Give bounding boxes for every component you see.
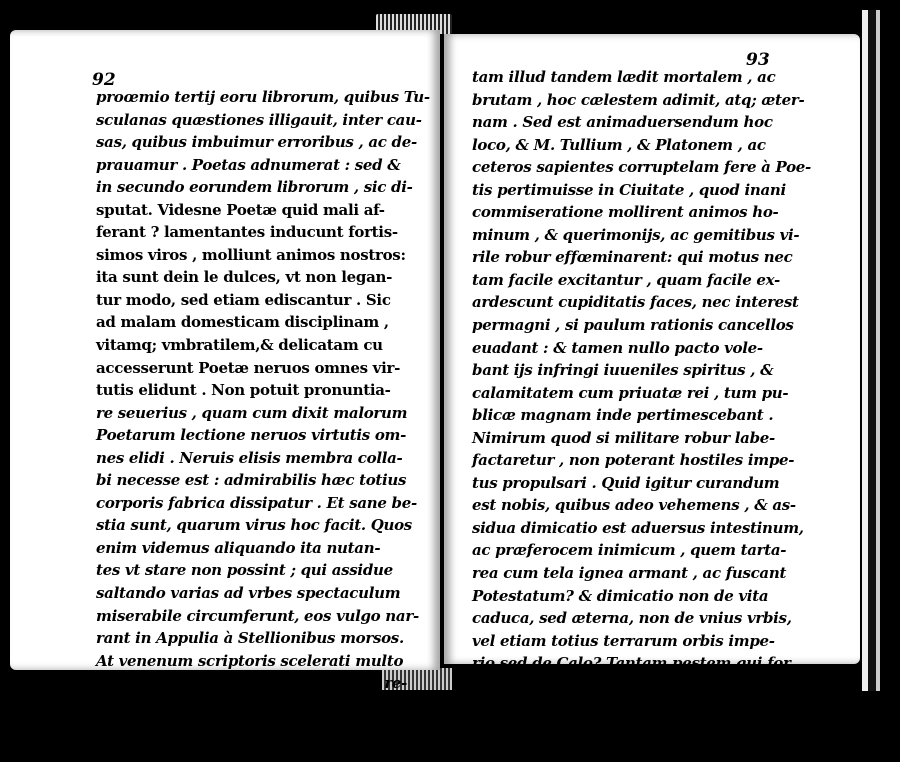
text-line: prauamur . Poetas adnumerat : sed & [96, 155, 401, 174]
text-line: midabant ab eo librorum genere ; quid [472, 676, 788, 695]
text-line: vel etiam totius terrarum orbis impe- [472, 631, 775, 650]
text-line: tam facile excitantur , quam facile ex- [472, 270, 780, 289]
text-line: Potestatum? & dimicatio non de vita [472, 586, 769, 605]
text-line: Nimirum quod si militare robur labe- [472, 428, 775, 447]
text-line: ferant ? lamentantes inducunt fortis- [96, 223, 398, 242]
text-block [96, 86, 430, 762]
text-line: tus propulsari . Quid igitur curandum [472, 473, 780, 492]
text-line: simos viros , molliunt animos nostros: [96, 245, 406, 264]
text-line: est peius . Illud corporis nonnullos re- [96, 674, 408, 693]
text-line: bant ijs infringi iuueniles spiritus , & [472, 361, 774, 380]
text-line: saltando varias ad vrbes spectaculum [96, 584, 401, 603]
text-line: laxat neruos,hoc virtutis omnes elidit [96, 696, 400, 715]
text-line: sas, quibus imbuimur erroribus , ac de- [96, 133, 417, 152]
text-line: vitamq; vmbratilem,& delicatam cu [96, 336, 383, 355]
text-line: At venenum scriptoris scelerati multo [96, 651, 404, 670]
text-line: stia sunt, quarum virus hoc facit. Quos [96, 516, 412, 535]
text-line: permagni , si paulum rationis cancellos [472, 316, 794, 335]
text-line: rea cum tela ignea armant , ac fuscant [472, 564, 787, 583]
left-page [10, 30, 440, 760]
text-line: re seuerius , quam cum dixit malorum [96, 403, 408, 422]
text-line: tur modo, sed etiam ediscantur . Sic [96, 290, 391, 309]
text-block [472, 66, 811, 742]
text-line: ac præferocem inimicum , quem tarta- [472, 541, 787, 560]
text-line: accesserunt Poetæ neruos omnes vir- [96, 358, 400, 377]
text-line: caduca, sed æterna, non de vnius vrbis, [472, 609, 792, 628]
text-line: proœmio tertij eoru librorum, quibus Tu- [96, 88, 430, 106]
text-line: nes elidi . Neruis elisis membra colla- [96, 448, 403, 467]
text-line: rant in Appulia à Stellionibus morsos. [96, 629, 404, 648]
page-number: 92 [92, 70, 116, 90]
text-line: in secundo eorundem librorum , sic di- [96, 178, 413, 197]
text-line: est nobis, quibus adeo vehemens , & as- [472, 496, 796, 515]
text-line: rio sed de Calo? Tantam pestem qui for [472, 654, 791, 673]
text-line: commiseratione mollirent animos ho- [472, 203, 779, 222]
page-number: 93 [746, 50, 770, 70]
text-line: nam . Sed est animaduersendum hoc [472, 113, 773, 132]
text-line: rile robur effœminarent: qui motus nec [472, 248, 793, 267]
book-cover-edge [862, 10, 900, 691]
text-line: existimauere de spurcis , qui ad maxi- [472, 699, 781, 718]
text-line: blicæ magnam inde pertimescebant . [472, 406, 774, 425]
text-line: ad malam domesticam disciplinam , [96, 313, 389, 332]
text-line: ita sunt dein le dulces, vt non legan- [96, 268, 393, 287]
text-line: loco, & M. Tullium , & Platonem , ac [472, 135, 766, 154]
text-line: Illud vitam lædit , hoc adimit : & vi- [96, 719, 386, 738]
text-line: calamitatem cum priuatæ rei , tum pu- [472, 383, 789, 402]
text-line: corporis fabrica dissipatur . Et sane be- [96, 493, 417, 512]
text-line: factaretur , non poterant hostiles impe- [472, 451, 795, 470]
text-line: sculanas quæstiones illigauit, inter cau- [96, 110, 422, 129]
text-line: tutis elidunt . Non potuit pronuntia- [96, 381, 391, 400]
text-line: brutam , hoc cælestem adimit, atq; æter- [472, 90, 805, 109]
text-line: tis pertimuisse in Ciuitate , quod inani [472, 180, 786, 199]
text-line: bi necesse est : admirabilis hæc totius [96, 471, 407, 490]
text-line: tam illud tandem lædit mortalem , ac [472, 68, 776, 86]
text-line: tes vt stare non possint ; qui assidue [96, 561, 393, 580]
right-page [444, 34, 860, 740]
text-line: sidua dimicatio est aduersus intestinum, [472, 518, 804, 537]
text-line: Poetarum lectione neruos virtutis om- [96, 426, 407, 445]
text-line: minum , & querimonijs, ac gemitibus vi- [472, 225, 800, 244]
text-line: ardescunt cupiditatis faces, nec interest [472, 293, 799, 312]
text-line: euadant : & tamen nullo pacto vole- [472, 338, 763, 357]
text-line: enim videmus aliquando ita nutan- [96, 538, 381, 557]
catchword: tam [384, 741, 416, 760]
text-line: ceteros sapientes corruptelam fere à Poe- [472, 158, 811, 177]
text-line: miserabile circumferunt, eos vulgo nar- [96, 606, 419, 625]
catchword: ma [769, 721, 794, 740]
text-line: sputat. Videsne Poetæ quid mali af- [96, 200, 385, 219]
